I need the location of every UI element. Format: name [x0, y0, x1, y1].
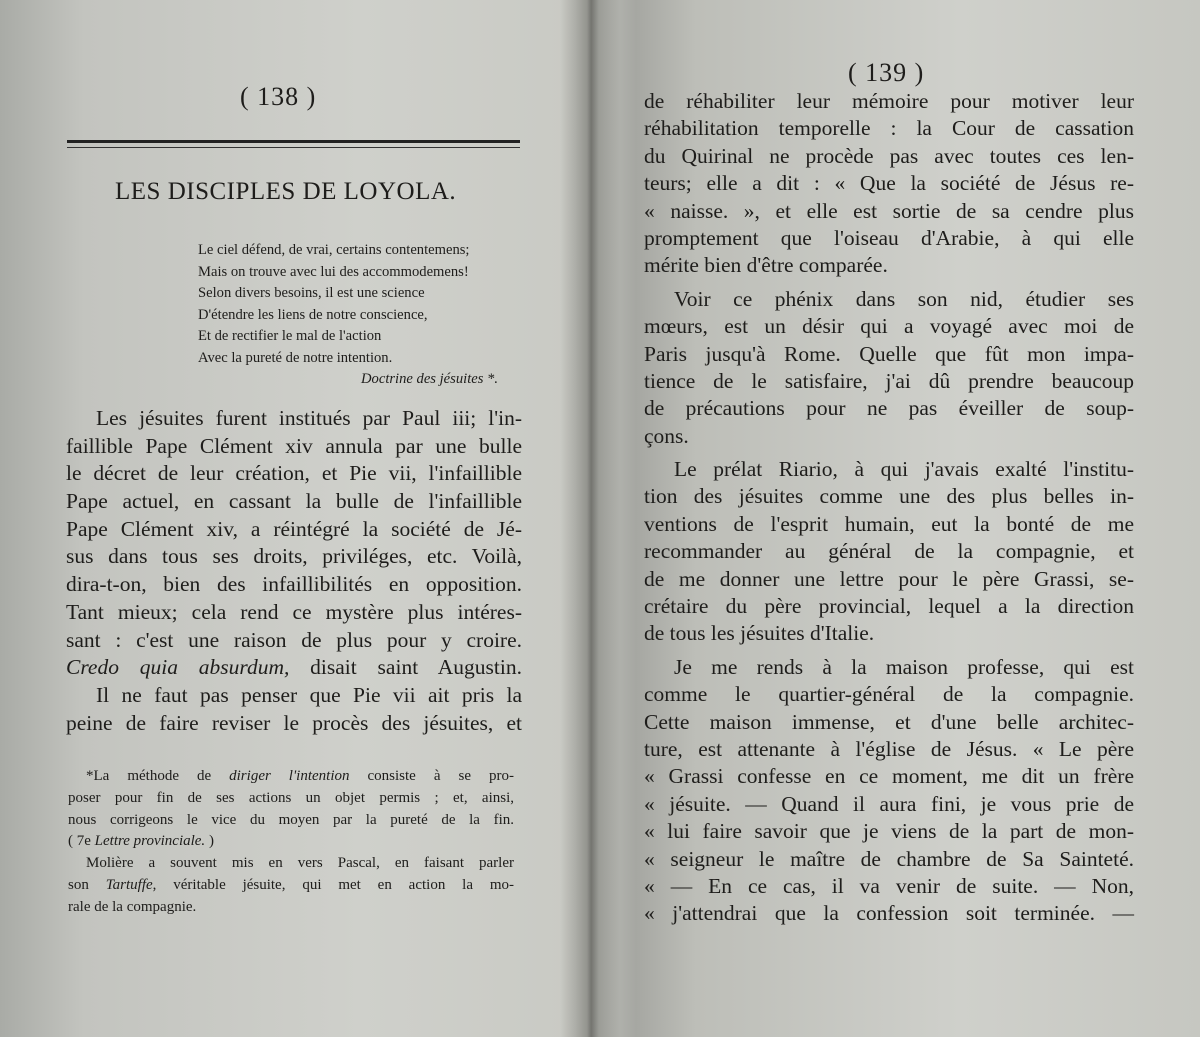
text-line: Il ne faut pas penser que Pie vii ait pris la [96, 682, 522, 707]
text-line: promptement que l'oiseau d'Arabie, à qui elle [644, 225, 1134, 250]
page-number-right: ( 139 ) [848, 58, 925, 87]
text-line: peine de faire reviser le procès des jésuites, et [66, 710, 522, 735]
footnote-text: ) [205, 833, 214, 850]
text-line: teurs; elle a dit : « Que la société de Jésus re- [644, 171, 1134, 196]
footnote-text: *La méthode de [86, 768, 230, 784]
footnote-italic: Tartuffe [105, 876, 153, 893]
page-number-left: ( 138 ) [240, 82, 317, 111]
text-line: comme le quartier-général de la compagnie. [644, 682, 1134, 707]
text-line: Je me rends à la maison professe, qui est [674, 654, 1134, 679]
footnote-line: poser pour fin de ses actions un objet permis ; et, ainsi, [68, 789, 514, 806]
text-line: sant : c'est une raison de plus pour y croire. [66, 627, 522, 652]
text-line: tience de le satisfaire, j'ai dû prendre beaucoup [644, 368, 1134, 393]
text-line: Cette maison immense, et d'une belle architec- [644, 709, 1134, 734]
text-line: Les jésuites furent institués par Paul iii; l'in- [96, 406, 522, 430]
text-line: ture, est attenante à l'église de Jésus. « Le père [644, 736, 1134, 761]
footnote-text: consiste à se pro- [349, 768, 514, 784]
epigraph-line: D'étendre les liens de notre conscience, [198, 306, 428, 323]
text-line: Pape Clément xiv, a réintégré la société de Jé- [66, 516, 522, 541]
quote-attribution: disait saint Augustin. [289, 655, 522, 680]
text-line: sus dans tous ses droits, priviléges, etc. Voilà, [66, 544, 522, 569]
text-line: de me donner une lettre pour le père Grassi, se- [644, 566, 1134, 591]
text-line: réhabilitation temporelle : la Cour de cassation [644, 116, 1134, 141]
epigraph-source: Doctrine des jésuites *. [361, 371, 498, 387]
chapter-title: LES DISCIPLES DE LOYOLA. [115, 178, 457, 205]
text-line: Tant mieux; cela rend ce mystère plus intéres- [66, 599, 522, 624]
footnote-line: nous corrigeons le vice du moyen par la pureté de la fin. [68, 811, 514, 828]
right-page [600, 0, 1200, 1037]
footnote-line [68, 875, 514, 897]
text-line-italic-quote [66, 654, 522, 682]
text-line: faillible Pape Clément xiv annula par une bulle [66, 433, 522, 458]
text-line: de précautions pour ne pas éveiller de soup- [644, 396, 1134, 421]
text-line: « j'attendrai que la confession soit terminée. — [644, 901, 1134, 926]
text-line: « — En ce cas, il va venir de suite. — Non, [644, 873, 1134, 898]
title-rule-thick [67, 140, 520, 146]
epigraph-line: Selon divers besoins, il est une science [198, 285, 425, 301]
text-line: ventions de l'esprit humain, eut la bonté de me [644, 511, 1134, 536]
text-line: le décret de leur création, et Pie vii, l'infaillible [66, 461, 522, 486]
footnote-line [68, 831, 514, 853]
text-line: dira-t-on, bien des infaillibilités en opposition. [66, 572, 522, 597]
text-line: Voir ce phénix dans son nid, étudier ses [674, 286, 1134, 311]
footnote-text: , véritable jésuite, qui met en action la mo- [152, 876, 514, 893]
footnote-line [68, 766, 514, 788]
footnote-line: rale de la compagnie. [68, 898, 197, 915]
text-line: recommander au général de la compagnie, et [644, 539, 1134, 564]
text-line: du Quirinal ne procède pas avec toutes ces len- [644, 143, 1134, 168]
footnotes [68, 766, 514, 919]
text-line: Pape actuel, en cassant la bulle de l'infaillible [66, 489, 522, 514]
latin-quote: Credo quia absurdum, [66, 655, 290, 680]
text-line: tion des jésuites comme une des plus belles in- [644, 484, 1134, 509]
epigraph-line: Le ciel défend, de vrai, certains contentemens; [198, 242, 470, 258]
text-line: de réhabiliter leur mémoire pour motiver leur [644, 89, 1134, 113]
text-line: « lui faire savoir que je viens de la part de mon- [644, 819, 1134, 844]
text-line: « jésuite. — Quand il aura fini, je vous prie de [644, 791, 1134, 816]
text-line: « seigneur le maître de chambre de Sa Sainteté. [644, 846, 1134, 871]
text-line: Le prélat Riario, à qui j'avais exalté l'institu- [674, 457, 1134, 482]
text-line: Paris jusqu'à Rome. Quelle que fût mon impa- [644, 341, 1134, 366]
text-line: « naisse. », et elle est sortie de sa cendre plus [644, 198, 1134, 223]
title-rule-thin [67, 147, 520, 151]
text-line: « Grassi confesse en ce moment, me dit un frère [644, 764, 1134, 789]
left-body-text [66, 405, 522, 737]
text-line: de tous les jésuites d'Italie. [644, 621, 875, 646]
epigraph-line: Et de rectifier le mal de l'action [198, 328, 382, 344]
footnote-line: Molière a souvent mis en vers Pascal, en faisant parler [86, 855, 514, 872]
text-line: mœurs, est un désir qui a voyagé avec moi de [644, 314, 1134, 339]
text-line: çons. [644, 423, 689, 448]
epigraph [198, 240, 528, 391]
text-line: crétaire du père provincial, lequel a la direction [644, 594, 1134, 619]
footnote-italic: diriger l'intention [229, 768, 350, 784]
right-body-text [644, 88, 1134, 928]
footnote-italic: Lettre provinciale. [94, 833, 206, 850]
footnote-text: son [68, 876, 106, 893]
epigraph-line: Avec la pureté de notre intention. [198, 349, 393, 366]
footnote-text: ( 7e [68, 833, 95, 850]
left-page [0, 0, 575, 1037]
epigraph-line: Mais on trouve avec lui des accommodemens! [198, 263, 469, 280]
text-line: mérite bien d'être comparée. [644, 253, 888, 278]
